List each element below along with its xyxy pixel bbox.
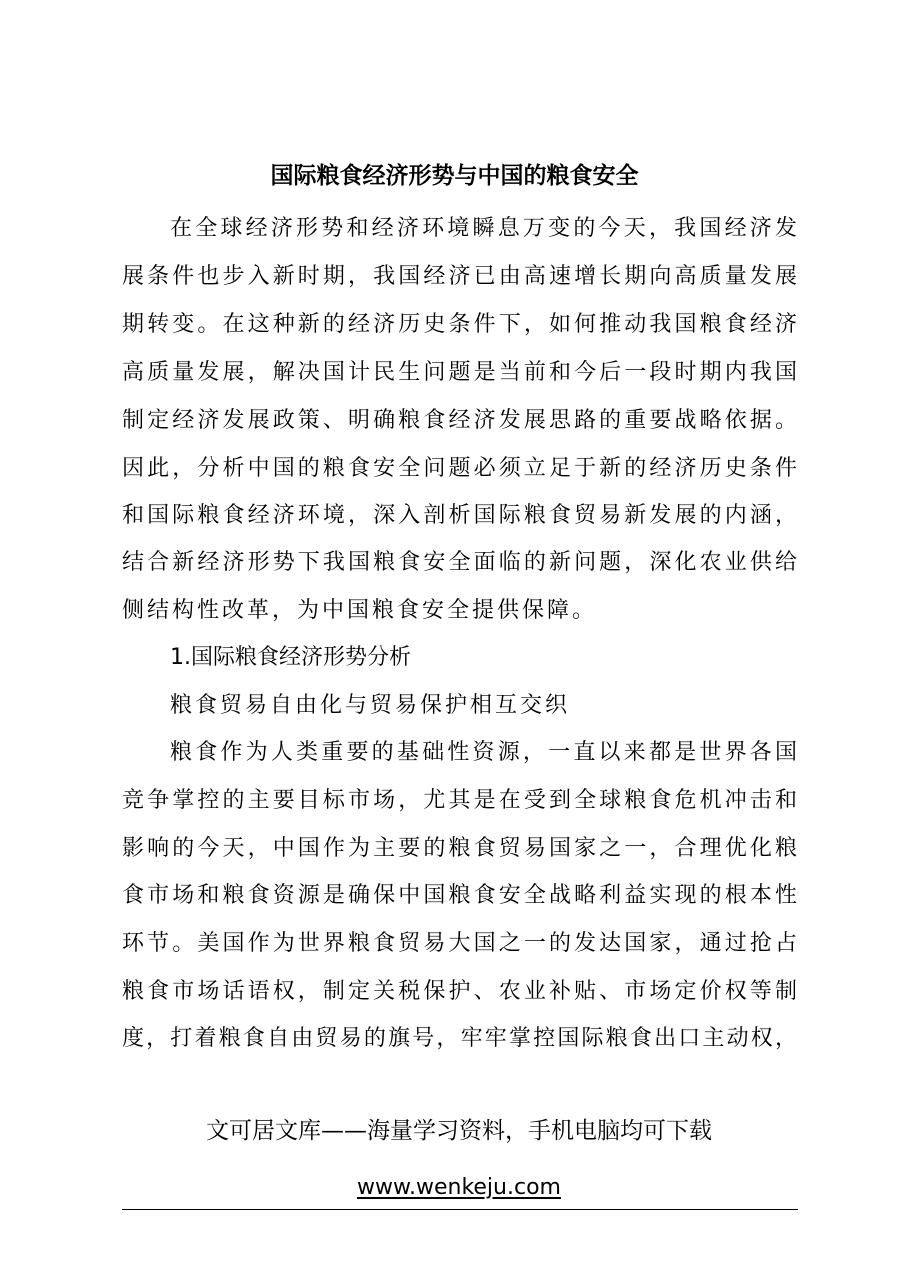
paragraph-1-line-8: 结合新经济形势下我国粮食安全面临的新问题，深化农业供给 xyxy=(122,550,797,575)
document-title: 国际粮食经济形势与中国的粮食安全 xyxy=(270,162,639,189)
paragraph-1-line-2: 展条件也步入新时期，我国经济已由高速增长期向高质量发展 xyxy=(122,264,797,289)
paragraph-1-line-6: 因此，分析中国的粮食安全问题必须立足于新的经济历史条件 xyxy=(122,456,797,481)
footer-tagline: 文可居文库——海量学习资料，手机电脑均可下载 xyxy=(206,1118,712,1144)
paragraph-1-line-3: 期转变。在这种新的经济历史条件下，如何推动我国粮食经济 xyxy=(122,312,797,337)
paragraph-1-line-5: 制定经济发展政策、明确粮食经济发展思路的重要战略依据。 xyxy=(122,408,797,433)
paragraph-1-line-1: 在全球经济形势和经济环境瞬息万变的今天，我国经济发 xyxy=(170,216,797,241)
subsection-heading: 粮食贸易自由化与贸易保护相互交织 xyxy=(170,693,571,718)
paragraph-1-line-9: 侧结构性改革，为中国粮食安全提供保障。 xyxy=(122,598,598,623)
paragraph-2-line-4: 食市场和粮食资源是确保中国粮食安全战略利益实现的根本性 xyxy=(122,883,797,908)
paragraph-1-line-4: 高质量发展，解决国计民生问题是当前和今后一段时期内我国 xyxy=(122,360,797,385)
footer-divider xyxy=(122,1209,798,1210)
paragraph-2-line-1: 粮食作为人类重要的基础性资源，一直以来都是世界各国 xyxy=(170,740,797,765)
footer-url-link[interactable]: www.wenkeju.com xyxy=(357,1175,561,1200)
paragraph-2-line-5: 环节。美国作为世界粮食贸易大国之一的发达国家，通过抢占 xyxy=(122,931,797,956)
paragraph-1-line-7: 和国际粮食经济环境，深入剖析国际粮食贸易新发展的内涵， xyxy=(122,503,797,528)
paragraph-2-line-7: 度，打着粮食自由贸易的旗号，牢牢掌控国际粮食出口主动权， xyxy=(122,1026,797,1051)
paragraph-2-line-2: 竞争掌控的主要目标市场，尤其是在受到全球粮食危机冲击和 xyxy=(122,788,797,813)
paragraph-2-line-3: 影响的今天，中国作为主要的粮食贸易国家之一，合理优化粮 xyxy=(122,836,797,861)
paragraph-2-line-6: 粮食市场话语权，制定关税保护、农业补贴、市场定价权等制 xyxy=(122,979,797,1004)
section-heading: 1.国际粮食经济形势分析 xyxy=(170,645,411,670)
